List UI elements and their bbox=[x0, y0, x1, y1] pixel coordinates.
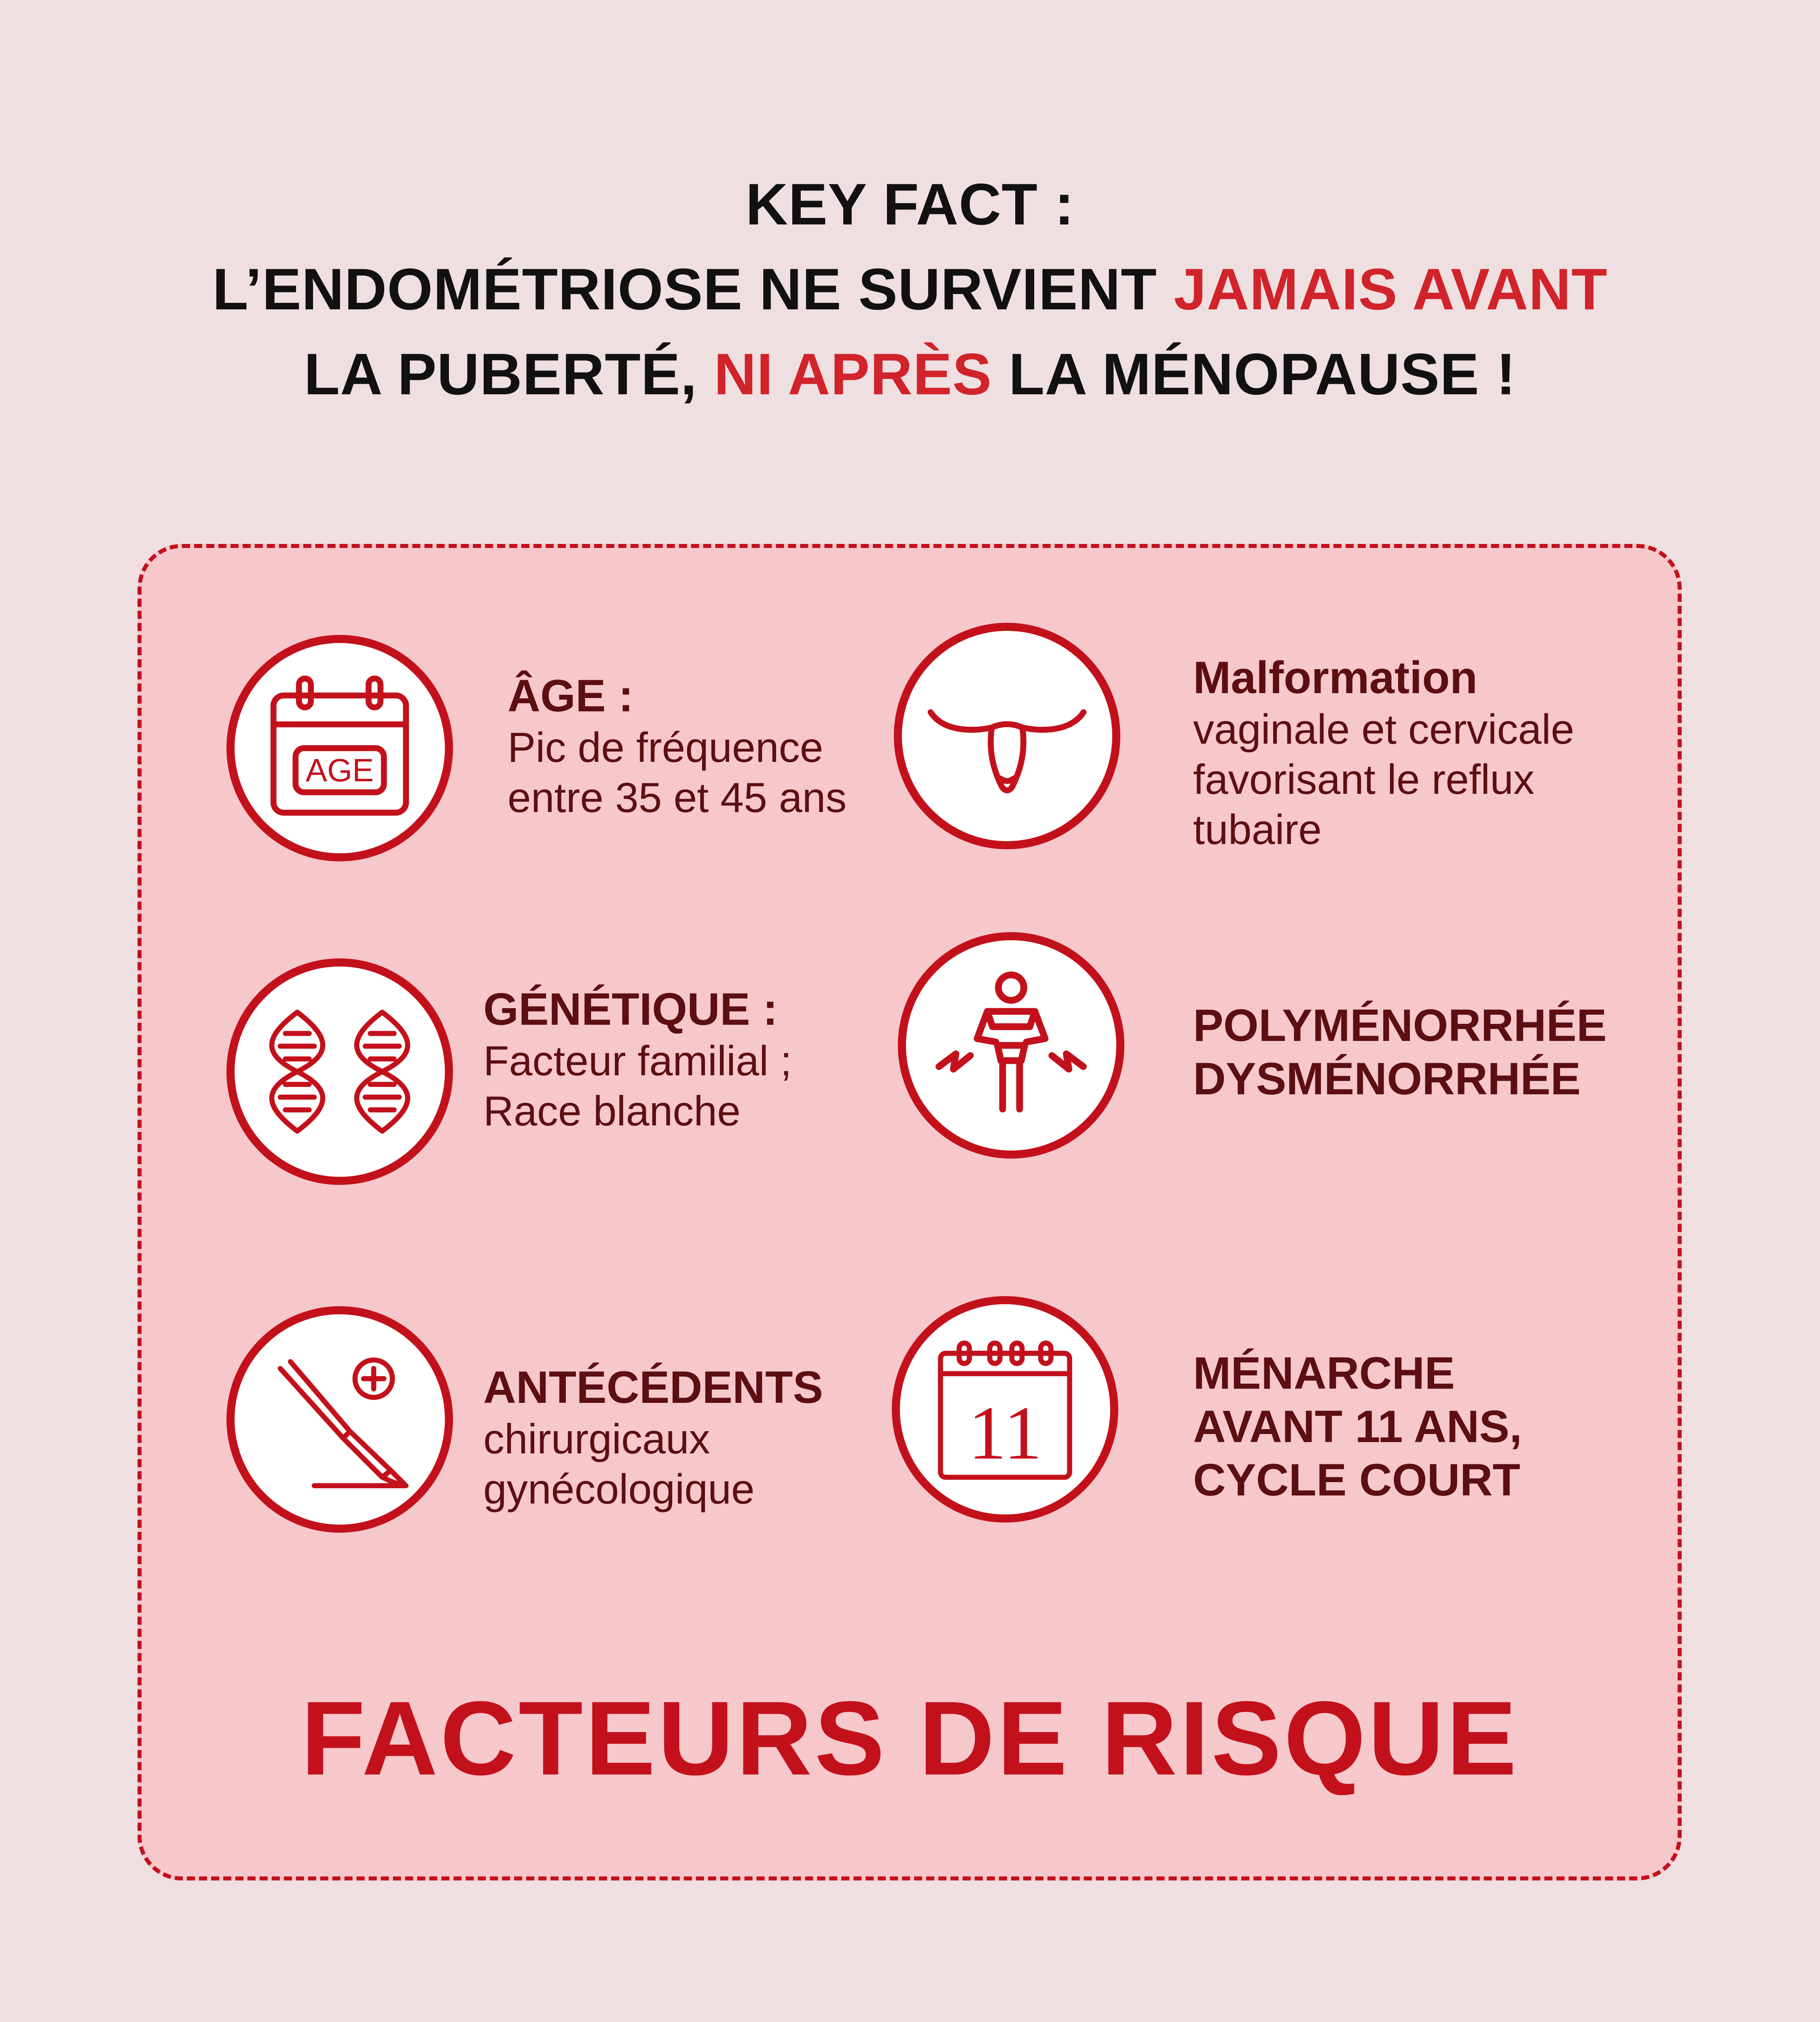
factor-malformation-desc: tubaire bbox=[1193, 806, 1322, 853]
header-line-2: L’ENDOMÉTRIOSE NE SURVIENT JAMAIS AVANT bbox=[212, 256, 1608, 322]
factor-age-title: ÂGE : bbox=[508, 670, 634, 721]
factor-genetique bbox=[483, 983, 792, 1136]
factor-age bbox=[508, 669, 847, 823]
factor-dysmenorrhee-title: DYSMÉNORRHÉE bbox=[1193, 1053, 1581, 1104]
factor-genetique-title: GÉNÉTIQUE : bbox=[483, 984, 778, 1034]
factor-malformation-desc: vaginale et cervicale bbox=[1193, 706, 1575, 753]
header-line-1: KEY FACT : bbox=[745, 171, 1075, 237]
scalpel-icon bbox=[226, 1306, 453, 1533]
factor-polymenorrhee-title: POLYMÉNORRHÉE bbox=[1193, 1000, 1607, 1051]
factor-genetique-desc: Race blanche bbox=[483, 1088, 741, 1135]
factor-menarche-title: MÉNARCHE bbox=[1193, 1348, 1455, 1398]
header-line-3: LA PUBERTÉ, NI APRÈS LA MÉNOPAUSE ! bbox=[304, 341, 1516, 407]
factor-antecedents-desc: chirurgicaux bbox=[483, 1416, 710, 1463]
factor-malformation-desc: favorisant le reflux bbox=[1193, 756, 1534, 803]
factor-antecedents-desc: gynécologique bbox=[483, 1466, 755, 1513]
factor-antecedents bbox=[483, 1361, 823, 1514]
calendar-age-icon bbox=[226, 635, 453, 861]
factor-age-desc: entre 35 et 45 ans bbox=[508, 774, 847, 821]
factor-malformation bbox=[1193, 651, 1574, 855]
factor-genetique-desc: Facteur familial ; bbox=[483, 1038, 792, 1085]
calendar-11-icon bbox=[892, 1296, 1118, 1523]
factor-polymenorrhee bbox=[1193, 999, 1607, 1106]
factor-menarche-title: AVANT 11 ANS, bbox=[1193, 1401, 1522, 1452]
bull-head-icon bbox=[894, 623, 1120, 849]
cramp-pain-icon bbox=[898, 932, 1124, 1159]
factor-malformation-title: Malformation bbox=[1193, 652, 1478, 703]
panel-title: FACTEURS DE RISQUE bbox=[301, 1680, 1519, 1797]
factor-menarche-title: CYCLE COURT bbox=[1193, 1455, 1520, 1505]
factor-antecedents-title: ANTÉCÉDENTS bbox=[483, 1362, 823, 1413]
svg-text:AGE: AGE bbox=[305, 752, 374, 788]
factor-age-desc: Pic de fréquence bbox=[508, 724, 823, 771]
svg-text:11: 11 bbox=[968, 1390, 1042, 1475]
factor-menarche bbox=[1193, 1347, 1522, 1507]
key-fact-header bbox=[0, 162, 1820, 417]
dna-icon bbox=[226, 958, 453, 1185]
